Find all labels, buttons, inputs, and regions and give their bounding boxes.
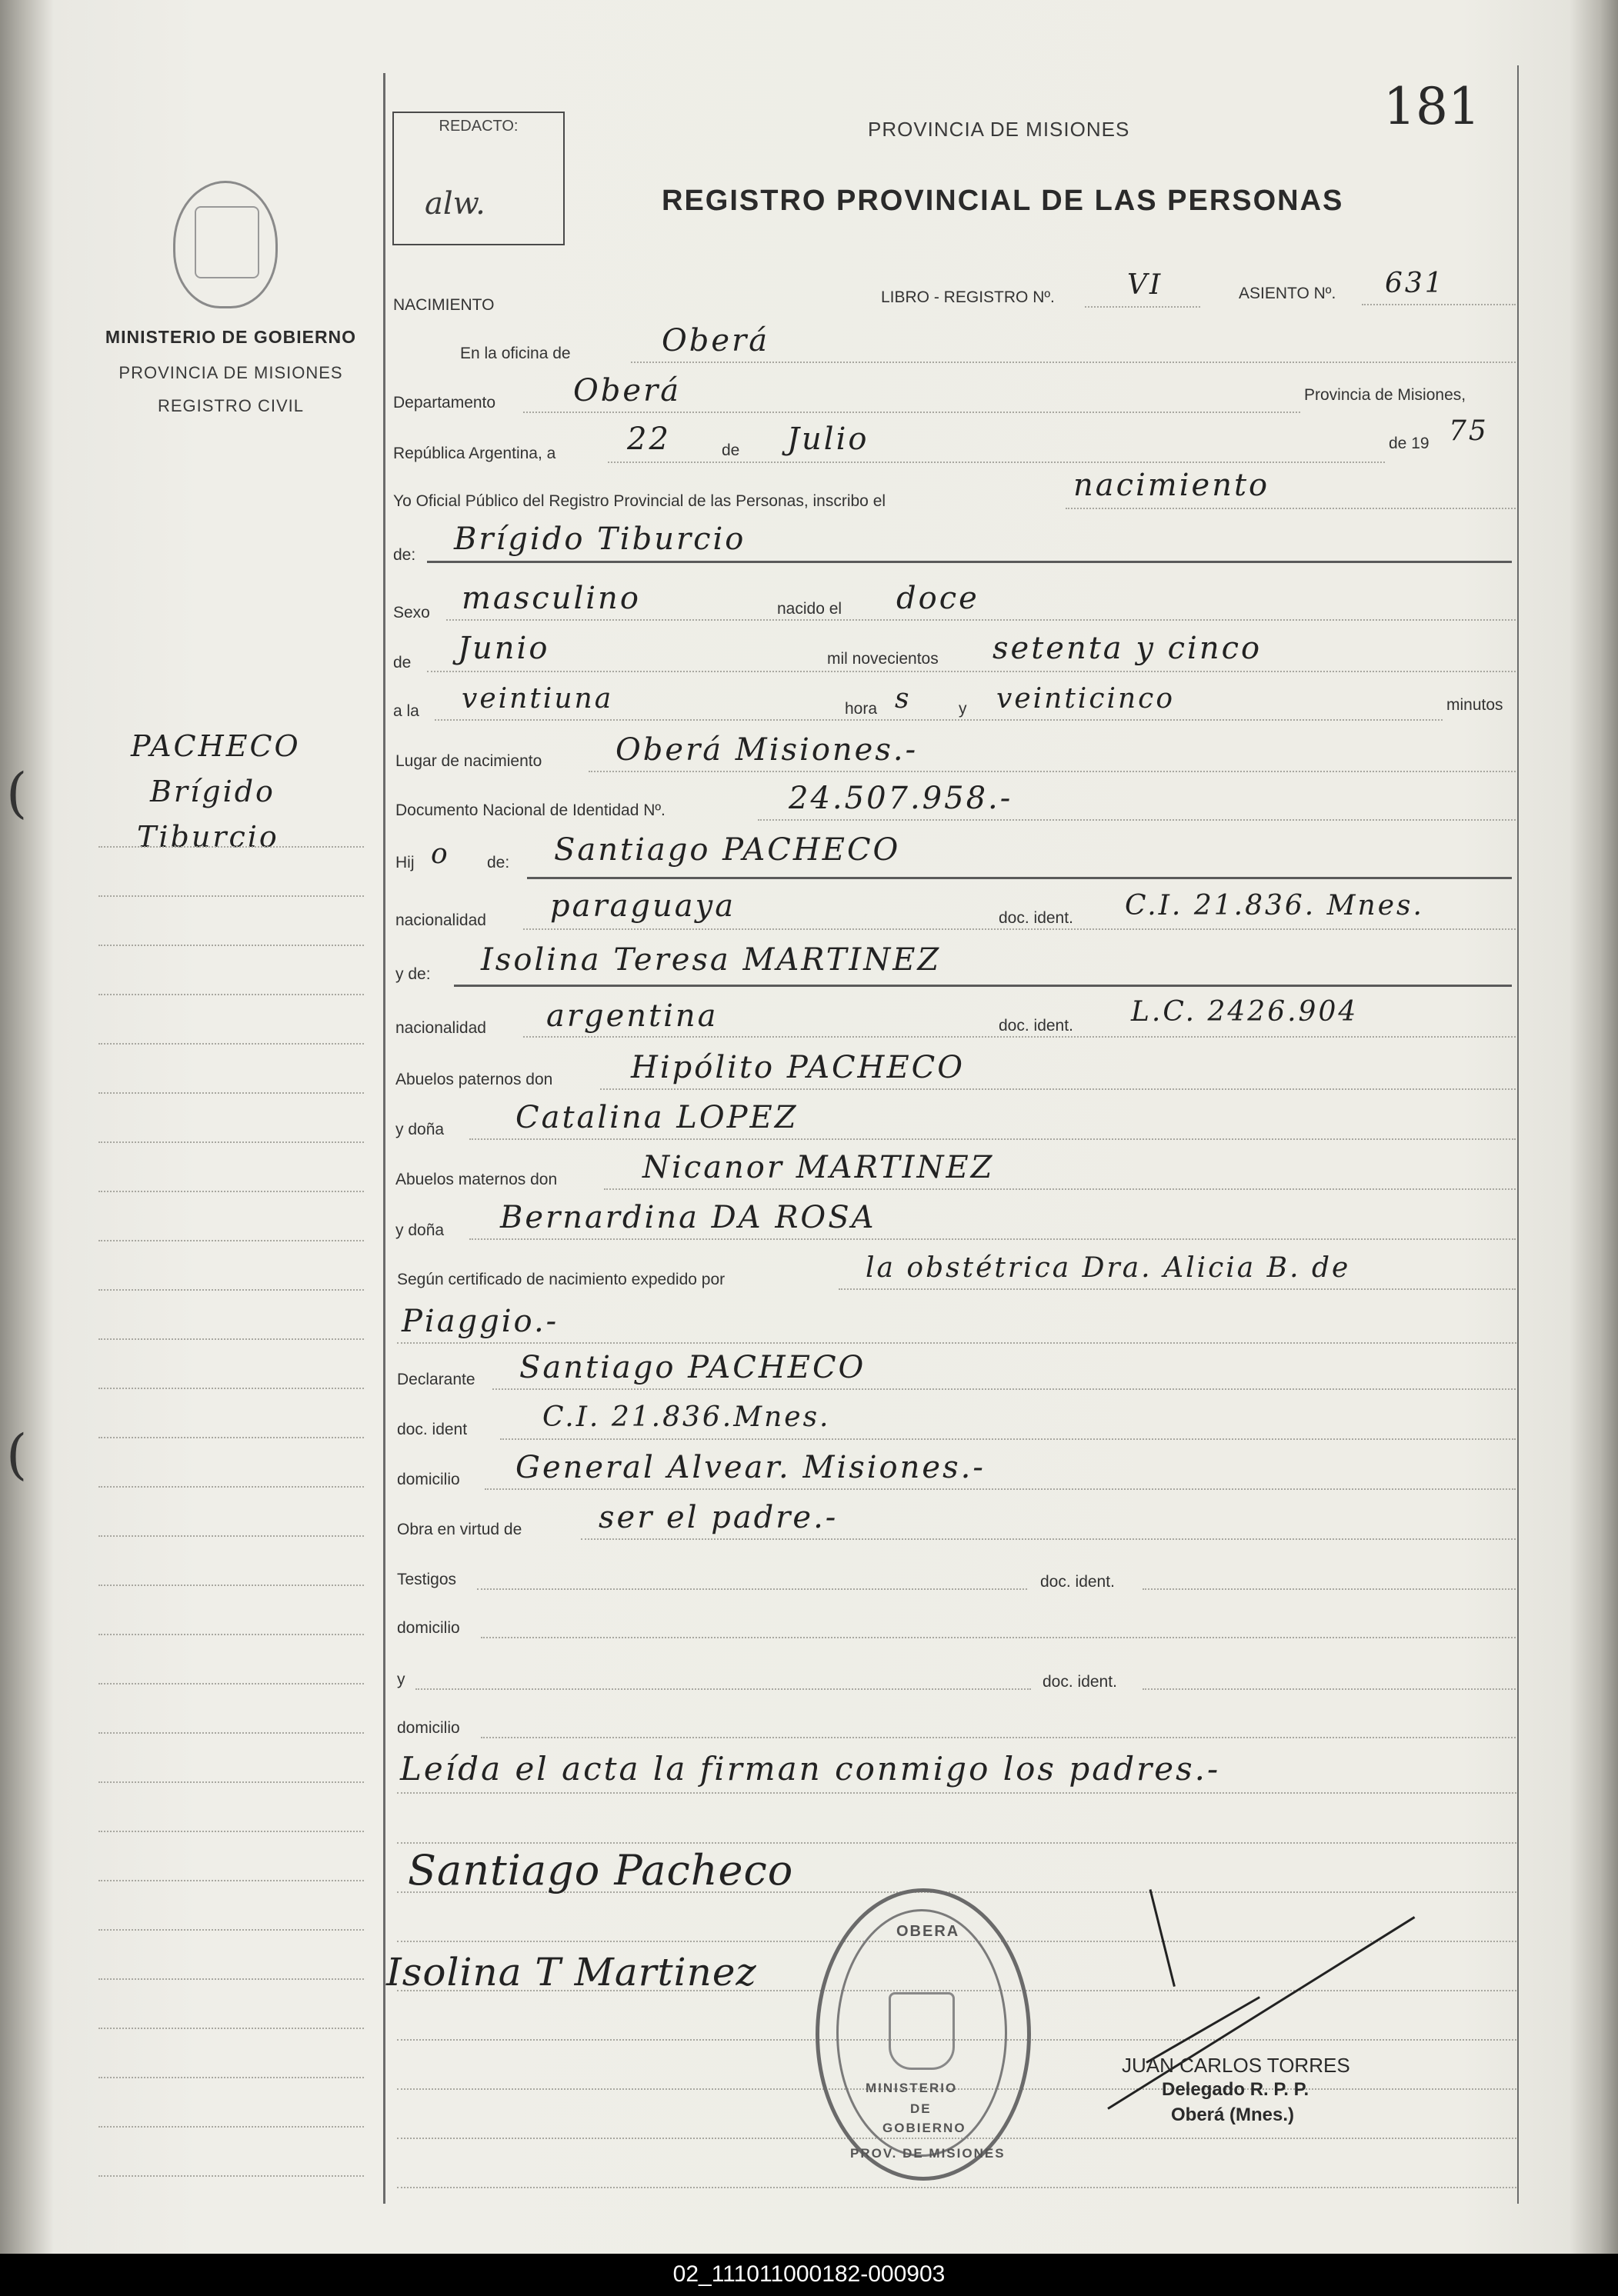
nac-madre-label: nacionalidad [395, 1019, 486, 1037]
doc-t2-label: doc. ident. [1043, 1673, 1117, 1691]
madre-value: Isolina Teresa MARTINEZ [481, 942, 942, 978]
anio-value: 75 [1449, 415, 1489, 447]
ydona2-line [469, 1238, 1516, 1240]
abuela-p-value: Catalina LOPEZ [515, 1100, 799, 1135]
cierre-text: Leída el acta la firman conmigo los padres.- [400, 1750, 1221, 1788]
doc-t2-line [1143, 1688, 1516, 1690]
margin-rule [98, 1880, 364, 1881]
docid-label: doc. ident [397, 1421, 468, 1438]
cert-line [839, 1288, 1516, 1290]
margin-rule [98, 1634, 364, 1635]
abp-label: Abuelos paternos don [395, 1071, 553, 1088]
oficina-label: En la oficina de [460, 345, 571, 362]
official-signature-stroke [1149, 1889, 1176, 1987]
ydona1-label: y doña [395, 1121, 445, 1138]
declarante-line [492, 1388, 1516, 1390]
stamp-top: OBERA [896, 1923, 960, 1940]
departamento-label: Departamento [393, 394, 496, 412]
dni-line [758, 819, 1516, 821]
cert1-value: la obstétrica Dra. Alicia B. de [866, 1252, 1351, 1284]
ministry-seal-icon [173, 181, 278, 308]
delegado-title: Delegado R. P. P. [1162, 2079, 1309, 2100]
libro-line [1085, 306, 1200, 308]
binding-hole-icon: ( [6, 761, 28, 825]
doc-padre-value: C.I. 21.836. Mnes. [1125, 890, 1424, 921]
ydona2-label: y doña [395, 1221, 445, 1239]
margin-line-left [383, 73, 385, 2204]
y-label: y [959, 700, 967, 718]
nac-padre-value: paraguaya [550, 888, 736, 924]
padre-value: Santiago PACHECO [554, 832, 901, 868]
doc-t1-line [1143, 1588, 1516, 1590]
nacido-label: nacido el [777, 600, 842, 618]
margin-rule [98, 1191, 364, 1192]
ministry-line1: MINISTERIO DE GOBIERNO [105, 327, 357, 347]
fecha-line [608, 462, 1385, 463]
docid-line [500, 1438, 1516, 1440]
stamp-inner1: MINISTERIO [866, 2081, 958, 2095]
abp-line [600, 1088, 1516, 1090]
dom-t1-line [481, 1637, 1516, 1638]
stamp-bottom: PROV. DE MISIONES [850, 2146, 1006, 2161]
margin-rule [98, 1732, 364, 1734]
provincia-label: Provincia de Misiones, [1304, 386, 1466, 404]
sexo-value: masculino [462, 581, 641, 616]
testigos-line [477, 1588, 1027, 1590]
testigos-label: Testigos [397, 1571, 457, 1588]
oficial-label: Yo Oficial Público del Registro Provincial de las Personas, inscribo el [393, 492, 886, 510]
margin-rule [98, 1535, 364, 1537]
ydona1-line [469, 1138, 1516, 1140]
lower-rule [397, 1842, 1516, 1844]
padre-underline [527, 877, 1512, 879]
hora-line [435, 719, 1443, 721]
obra-label: Obra en virtud de [397, 1521, 522, 1538]
nombre-underline [427, 561, 1512, 563]
sexo-label: Sexo [393, 604, 430, 621]
departamento-line [523, 412, 1300, 413]
lugar-value: Oberá Misiones.- [616, 732, 919, 768]
oficina-line [631, 362, 1516, 363]
lugar-line [589, 771, 1516, 772]
domicilio-value: General Alvear. Misiones.- [515, 1450, 986, 1485]
margin-rule [98, 2175, 364, 2177]
abuelo-p-value: Hipólito PACHECO [631, 1050, 966, 1085]
registry-heading: REGISTRO PROVINCIAL DE LAS PERSONAS [662, 185, 1344, 217]
asiento-line [1362, 304, 1516, 305]
redacto-value: alw. [425, 186, 485, 222]
abuelo-m-value: Nicanor MARTINEZ [642, 1150, 995, 1185]
margin-rule [98, 1929, 364, 1931]
official-stamp-icon [816, 1888, 1031, 2181]
ministry-line3: REGISTRO CIVIL [157, 396, 305, 415]
stamp-inner3: GOBIERNO [882, 2121, 966, 2135]
margin-rule [98, 1978, 364, 1980]
binding-hole-icon: ( [6, 1423, 28, 1486]
obra-value: ser el padre.- [599, 1500, 839, 1535]
nombre-value: Brígido Tiburcio [454, 522, 746, 557]
tipo-line [1066, 508, 1516, 509]
redacto-label: REDACTO: [439, 118, 519, 135]
mes-nac-value: Junio [458, 631, 550, 666]
margin-rule [98, 1240, 364, 1241]
margin-rule [98, 2077, 364, 2078]
margin-rule [98, 1831, 364, 1832]
footer-bar [0, 2254, 1618, 2296]
dom-t1-label: domicilio [397, 1619, 460, 1637]
yde-label: y de: [395, 965, 431, 983]
cert2-value: Piaggio.- [402, 1304, 559, 1339]
margin-rule [98, 1043, 364, 1045]
margin-rule [98, 2126, 364, 2128]
margin-given1: Brígido [150, 775, 275, 808]
oficina-value: Oberá [662, 323, 770, 358]
mes-value: Julio [787, 422, 869, 457]
margin-rule [98, 1141, 364, 1143]
asiento-value: 631 [1385, 268, 1445, 299]
libro-value: VI [1127, 269, 1163, 301]
hijo-label: Hij [395, 854, 415, 871]
dia-nac-value: doce [896, 581, 979, 616]
margin-given2: Tiburcio [137, 820, 279, 854]
dni-label: Documento Nacional de Identidad Nº. [395, 801, 666, 819]
margin-rule [98, 1289, 364, 1291]
cierre-line [397, 1792, 1516, 1794]
signature-madre: Isolina T Martinez [386, 1950, 757, 1994]
nac-padre-label: nacionalidad [395, 911, 486, 929]
redacto-box [392, 112, 565, 245]
abm-line [604, 1188, 1516, 1190]
margin-rule [98, 1338, 364, 1340]
nac-madre-line [523, 1036, 1516, 1038]
republica-label: República Argentina, a [393, 445, 556, 462]
stamp-inner2: DE [910, 2101, 932, 2116]
de-nombre-label: de: [393, 546, 416, 564]
horas-label: hora [845, 700, 878, 718]
sexo-line [446, 619, 1516, 621]
mil-label: mil novecientos [827, 650, 939, 668]
ala-label: a la [393, 702, 419, 720]
hijo-suffix: o [431, 838, 450, 870]
dom-t2-line [481, 1737, 1516, 1738]
doc-padre-label: doc. ident. [999, 909, 1073, 927]
mes-nac-line [427, 671, 1516, 672]
anio-nac-value: setenta y cinco [992, 631, 1263, 666]
abuela-m-value: Bernardina DA ROSA [500, 1200, 876, 1235]
nac-madre-value: argentina [546, 998, 719, 1034]
asiento-label: ASIENTO Nº. [1239, 285, 1336, 302]
y-t2-label: y [397, 1671, 405, 1688]
margin-rule [98, 895, 364, 897]
margin-rule [98, 846, 364, 848]
ministry-line2: PROVINCIA DE MISIONES [118, 363, 343, 382]
doc-t1-label: doc. ident. [1040, 1573, 1115, 1591]
doc-madre-label: doc. ident. [999, 1017, 1073, 1035]
declarante-value: Santiago PACHECO [519, 1350, 866, 1385]
page-number: 181 [1383, 77, 1480, 136]
margin-rule [98, 945, 364, 946]
signature-padre: Santiago Pacheco [408, 1846, 794, 1894]
province-heading: PROVINCIA DE MISIONES [868, 118, 1130, 141]
margin-line-right [1517, 65, 1519, 2204]
margin-surname: PACHECO [131, 729, 301, 763]
dni-value: 24.507.958.- [789, 781, 1013, 816]
minutos-label: minutos [1446, 696, 1503, 714]
delegado-name: JUAN CARLOS TORRES [1122, 2054, 1350, 2077]
obra-line [581, 1538, 1516, 1540]
domicilio-line [485, 1488, 1516, 1490]
lower-rule [397, 2187, 1516, 2188]
dom-t2-label: domicilio [397, 1719, 460, 1737]
de-label: de [722, 442, 740, 459]
cert-label: Según certificado de nacimiento expedido por [397, 1271, 726, 1288]
margin-rule [98, 1437, 364, 1438]
cert2-line [397, 1342, 1516, 1344]
madre-underline [454, 985, 1512, 987]
margin-rule [98, 1683, 364, 1685]
margin-rule [98, 994, 364, 995]
domicilio-label: domicilio [397, 1471, 460, 1488]
anio-label: de 19 [1389, 435, 1430, 452]
delegado-place: Oberá (Mnes.) [1171, 2104, 1295, 2125]
margin-rule [98, 1781, 364, 1783]
doc-decl-value: C.I. 21.836.Mnes. [542, 1401, 831, 1433]
nacimiento-label: NACIMIENTO [393, 296, 495, 314]
hora-value: veintiuna [462, 683, 614, 715]
margin-rule [98, 2028, 364, 2029]
departamento-value: Oberá [573, 373, 682, 408]
doc-madre-value: L.C. 2426.904 [1131, 996, 1359, 1028]
hijo-de-label: de: [487, 854, 510, 871]
margin-rule [98, 1092, 364, 1094]
footer-id: 02_111011000182-000903 [672, 2261, 946, 2287]
dia-value: 22 [627, 422, 671, 457]
de2-label: de [393, 654, 412, 671]
y-t2-line [415, 1688, 1031, 1690]
horas-suffix: s [895, 683, 912, 715]
abm-label: Abuelos maternos don [395, 1171, 558, 1188]
libro-label: LIBRO - REGISTRO Nº. [881, 288, 1055, 306]
margin-rule [98, 1388, 364, 1389]
tipo-value: nacimiento [1073, 468, 1270, 503]
minutos-value: veinticinco [996, 683, 1176, 715]
margin-rule [98, 1585, 364, 1586]
lugar-label: Lugar de nacimiento [395, 752, 542, 770]
nac-padre-line [523, 928, 1516, 930]
margin-rule [98, 1486, 364, 1488]
declarante-label: Declarante [397, 1371, 475, 1388]
